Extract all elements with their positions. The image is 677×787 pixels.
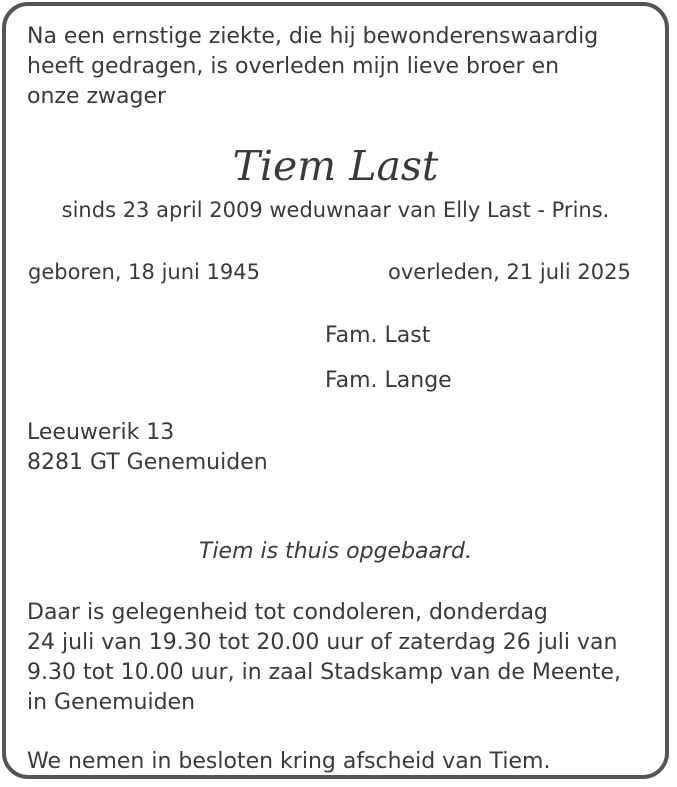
death-date: overleden, 21 juli 2025 bbox=[388, 260, 631, 284]
address-city: 8281 GT Genemuiden bbox=[27, 450, 268, 475]
intro-line: Na een ernstige ziekte, die hij bewonderenswaardig bbox=[27, 24, 599, 49]
birth-date: geboren, 18 juni 1945 bbox=[28, 260, 260, 284]
farewell-note: We nemen in besloten kring afscheid van Tiem. bbox=[27, 749, 551, 774]
condolence-line: Daar is gelegenheid tot condoleren, donderdag bbox=[27, 600, 548, 625]
widower-line: sinds 23 april 2009 weduwnaar van Elly Last - Prins. bbox=[61, 198, 610, 222]
deceased-name: Tiem Last bbox=[232, 142, 439, 190]
address bbox=[27, 418, 268, 478]
condolence-line: in Genemuiden bbox=[27, 690, 196, 715]
family-name: Fam. Last bbox=[325, 323, 431, 348]
intro-line: heeft gedragen, is overleden mijn lieve broer en bbox=[27, 54, 560, 79]
laid-out-note: Tiem is thuis opgebaard. bbox=[198, 539, 472, 564]
condolence-info bbox=[27, 598, 621, 718]
condolence-line: 24 juli van 19.30 tot 20.00 uur of zaterdag 26 juli van bbox=[27, 630, 618, 655]
address-street: Leeuwerik 13 bbox=[27, 420, 175, 445]
obituary-card bbox=[2, 2, 669, 779]
intro-line: onze zwager bbox=[27, 84, 167, 109]
condolence-line: 9.30 tot 10.00 uur, in zaal Stadskamp van de Meente, bbox=[27, 660, 622, 685]
family-name: Fam. Lange bbox=[325, 368, 452, 393]
intro-text bbox=[27, 22, 598, 112]
